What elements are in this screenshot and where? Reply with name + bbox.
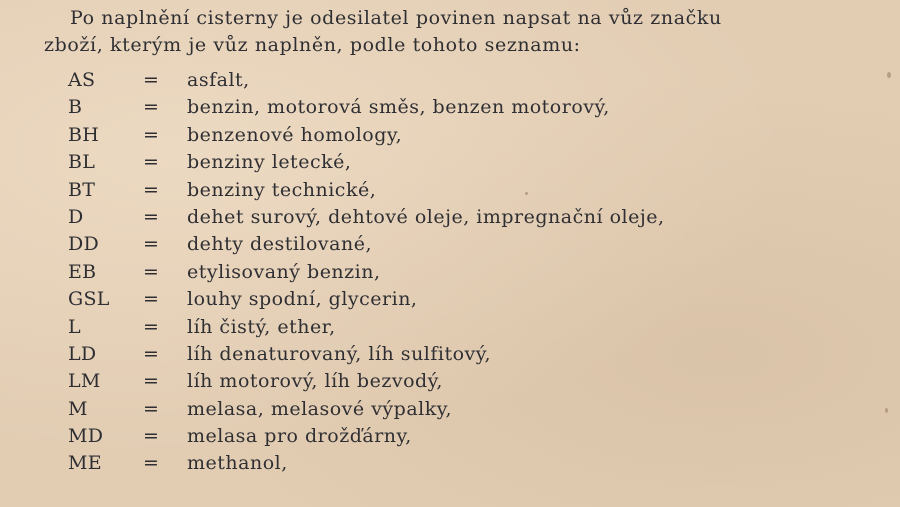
code-abbreviation: EB	[68, 260, 97, 283]
code-row	[0, 261, 900, 288]
code-description: melasa pro drožďárny,	[187, 425, 412, 448]
code-description: líh čistý, ether,	[187, 315, 336, 338]
code-row	[0, 370, 900, 397]
code-description: benziny technické,	[187, 178, 377, 201]
equals-sign: =	[143, 315, 160, 338]
code-row	[0, 452, 900, 479]
equals-sign: =	[143, 342, 160, 365]
code-abbreviation: GSL	[68, 288, 110, 311]
code-abbreviation: BT	[68, 178, 96, 201]
equals-sign: =	[143, 96, 160, 119]
intro-paragraph	[44, 5, 874, 59]
code-row	[0, 124, 900, 151]
code-abbreviation: D	[68, 205, 84, 228]
equals-sign: =	[143, 288, 160, 311]
code-description: líh motorový, líh bezvodý,	[187, 370, 443, 393]
code-abbreviation: LM	[68, 370, 101, 393]
code-description: benzin, motorová směs, benzen motorový,	[187, 96, 610, 119]
equals-sign: =	[143, 205, 160, 228]
code-row	[0, 96, 900, 123]
code-description: benziny letecké,	[187, 151, 352, 174]
equals-sign: =	[143, 452, 160, 475]
code-description: dehty destilované,	[187, 233, 373, 256]
intro-line-2: zboží, kterým je vůz naplněn, podle tohoto seznamu:	[44, 34, 581, 56]
code-row	[0, 288, 900, 315]
code-description: methanol,	[187, 452, 288, 475]
code-abbreviation: BL	[68, 151, 96, 174]
paper-speck	[887, 72, 891, 78]
code-row	[0, 316, 900, 343]
equals-sign: =	[143, 178, 160, 201]
code-row	[0, 425, 900, 452]
code-row	[0, 206, 900, 233]
code-list	[0, 69, 900, 480]
code-abbreviation: MD	[68, 425, 104, 448]
code-description: etylisovaný benzin,	[187, 260, 381, 283]
code-abbreviation: M	[68, 397, 88, 420]
code-row	[0, 151, 900, 178]
code-description: benzenové homology,	[187, 123, 403, 146]
code-row	[0, 233, 900, 260]
code-row	[0, 69, 900, 96]
code-description: líh denaturovaný, líh sulfitový,	[187, 342, 492, 365]
equals-sign: =	[143, 370, 160, 393]
equals-sign: =	[143, 397, 160, 420]
code-abbreviation: AS	[68, 69, 96, 91]
equals-sign: =	[143, 69, 160, 91]
code-row	[0, 179, 900, 206]
code-abbreviation: DD	[68, 233, 100, 256]
code-abbreviation: L	[68, 315, 81, 338]
code-abbreviation: LD	[68, 342, 97, 365]
equals-sign: =	[143, 233, 160, 256]
code-description: louhy spodní, glycerin,	[187, 288, 418, 311]
equals-sign: =	[143, 260, 160, 283]
equals-sign: =	[143, 425, 160, 448]
equals-sign: =	[143, 151, 160, 174]
code-description: melasa, melasové výpalky,	[187, 397, 452, 420]
paper-speck	[885, 408, 888, 413]
code-description: dehet surový, dehtové oleje, impregnační oleje,	[187, 205, 665, 228]
code-row	[0, 343, 900, 370]
paper-speck	[525, 192, 528, 195]
intro-line-1: Po naplnění cisterny je odesilatel povinen napsat na vůz značku	[70, 7, 722, 29]
code-abbreviation: BH	[68, 123, 100, 146]
code-abbreviation: ME	[68, 452, 102, 475]
equals-sign: =	[143, 123, 160, 146]
code-description: asfalt,	[187, 69, 250, 91]
code-row	[0, 398, 900, 425]
code-abbreviation: B	[68, 96, 83, 119]
